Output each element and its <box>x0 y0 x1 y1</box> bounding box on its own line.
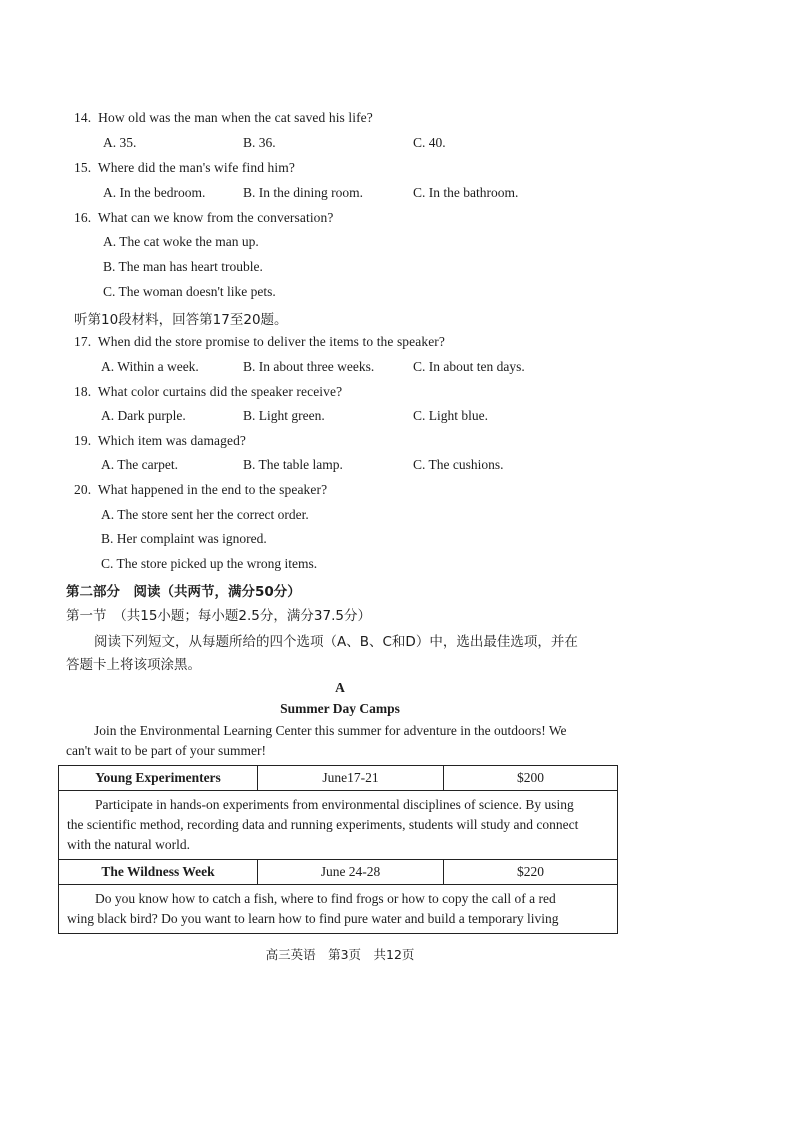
camp-price: $220 <box>517 864 544 879</box>
page-footer: 高三英语 第3页 共12页 <box>265 947 415 962</box>
table-row <box>59 860 617 885</box>
option: C. Light blue. <box>413 408 488 423</box>
option: B. Light green. <box>243 408 325 423</box>
camp-table <box>58 765 618 934</box>
section1-heading: 第一节 （共15小题；每小题2.5分，满分37.5分） <box>66 608 371 624</box>
option: A. The store sent her the correct order. <box>101 507 309 522</box>
option: B. In the dining room. <box>243 185 363 200</box>
option: C. In the bathroom. <box>413 185 519 200</box>
reading-instruction-cont: 答题卡上将该项涂黑。 <box>66 657 201 673</box>
option: C. 40. <box>413 135 446 150</box>
option: A. The cat woke the man up. <box>103 234 259 249</box>
option: B. The table lamp. <box>243 457 343 472</box>
option: C. The woman doesn't like pets. <box>103 284 276 299</box>
camp-dates: June17-21 <box>258 766 444 790</box>
camp-name: The Wildness Week <box>59 860 258 884</box>
camp-name: Young Experimenters <box>59 766 258 790</box>
option: A. Dark purple. <box>101 408 186 423</box>
option: A. 35. <box>103 135 137 150</box>
option: A. The carpet. <box>101 457 178 472</box>
table-row <box>59 766 617 791</box>
option: B. 36. <box>243 135 276 150</box>
question-16: 16. What can we know from the conversation? <box>74 210 334 225</box>
question-18: 18. What color curtains did the speaker receive? <box>74 384 343 399</box>
passage-title: Summer Day Camps <box>280 701 400 716</box>
question-15: 15. Where did the man's wife find him? <box>74 160 295 175</box>
question-17: 17. When did the store promise to deliver the items to the speaker? <box>74 334 445 349</box>
option: B. Her complaint was ignored. <box>101 531 267 546</box>
option: A. In the bedroom. <box>103 185 206 200</box>
part2-title: 第二部分 阅读（共两节，满分50分） <box>66 584 301 600</box>
passage-intro: Join the Environmental Learning Center this summer for adventure in the outdoors! We <box>94 723 567 738</box>
listening-instruction: 听第10段材料，回答第17至20题。 <box>74 312 288 328</box>
question-20: 20. What happened in the end to the speaker? <box>74 482 328 497</box>
question-14: 14. How old was the man when the cat saved his life? <box>74 110 373 125</box>
question-19: 19. Which item was damaged? <box>74 433 247 448</box>
camp-description: Do you know how to catch a fish, where to find frogs or how to copy the call of a red wing black bird? Do you want to learn how to find pure water and build a temporary living <box>67 891 559 926</box>
camp-price: $200 <box>517 770 544 785</box>
passage-letter: A <box>335 680 345 695</box>
camp-dates: June 24-28 <box>258 860 444 884</box>
passage-intro-cont: can't wait to be part of your summer! <box>66 743 266 758</box>
option: B. In about three weeks. <box>243 359 375 374</box>
option: C. In about ten days. <box>413 359 525 374</box>
reading-instruction: 阅读下列短文，从每题所给的四个选项（A、B、C和D）中，选出最佳选项，并在 <box>94 634 578 650</box>
option: C. The cushions. <box>413 457 504 472</box>
camp-description: Participate in hands-on experiments from environmental disciplines of science. By using the scientific method, recording data and running experiments, students will study and connect with the natural world. <box>59 791 617 860</box>
option: A. Within a week. <box>101 359 199 374</box>
option: C. The store picked up the wrong items. <box>101 556 318 571</box>
option: B. The man has heart trouble. <box>103 259 263 274</box>
